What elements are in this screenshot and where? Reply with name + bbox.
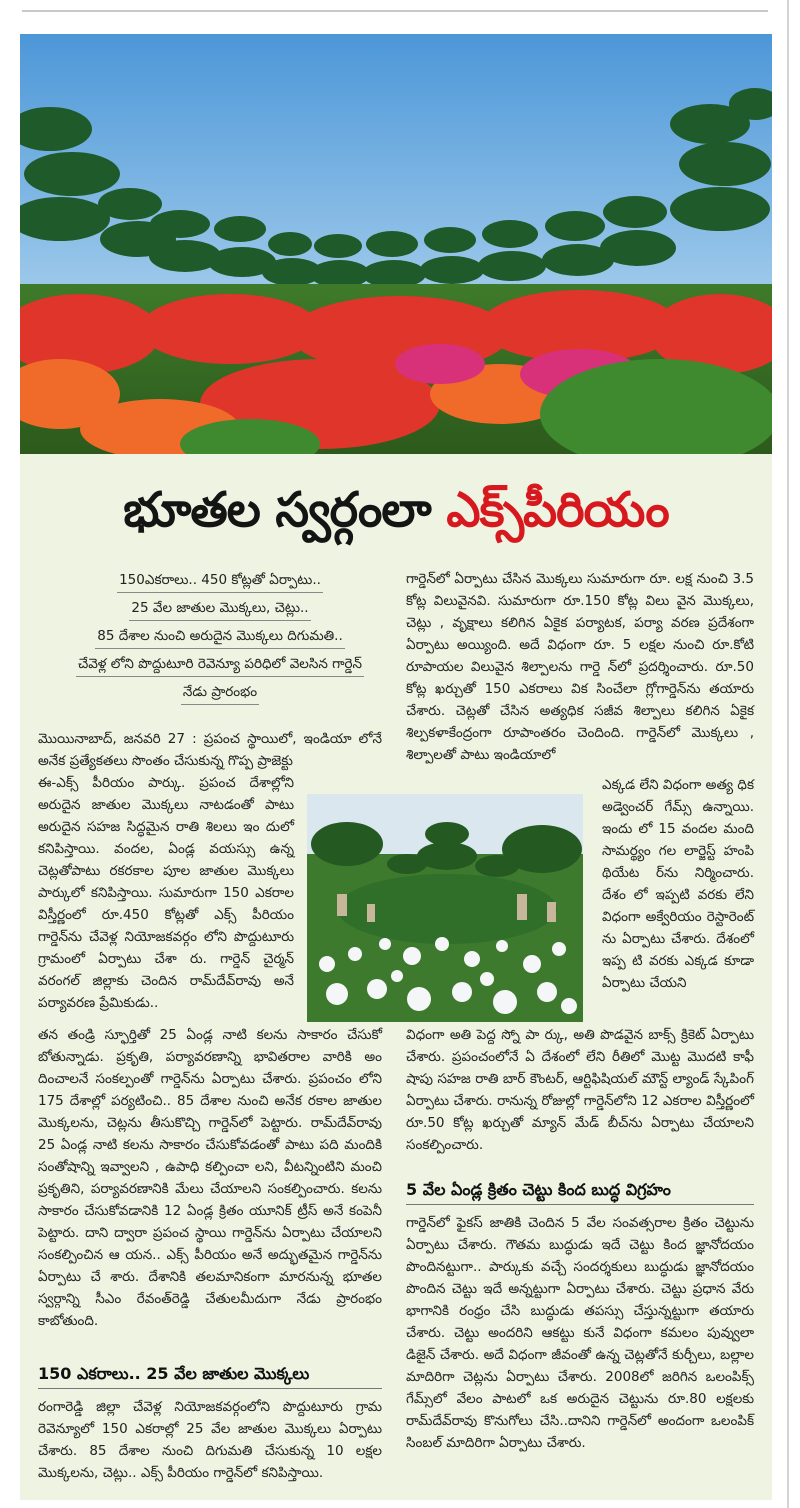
- article-left-final: రంగారెడ్డి జిల్లా చేవెళ్ల నియోజకవర్గంలోని పొద్దుటూరు గ్రామ రెవెన్యూలో 150 ఎకరాల్లో 25 వేల జాతుల మొక్కలు ఏర్పాటు చేశారు. 85 దేశాల నుంచి దిగుమతి చేసుకున్న 10 లక్షల మొక్కలను, చెట్లు.. ఎక్స్ పీరియం గార్డెన్‌లో కనిపిస్తాయి.: [38, 1399, 382, 1481]
- article-right-top: గార్డెన్‌లో ఏర్పాటు చేసిన మొక్కలు సుమారుగా రూ. లక్ష నుంచి 3.5 కోట్ల విలువైనవి. సుమారుగా రూ.150 కోట్ల విలు వైన మొక్కలు, చెట్లు , వృక్షాలు కలిగిన ఏకైక పర్యాటక, పర్యా వరణ ప్రదేశంగా ఏర్పాటు అయ్యింది. అదే విధంగా రూ. 5 లక్షల నుంచి రూ.కోటి రూపాయల విలువైన శిల్పాలను గార్డె న్‌లో ప్రదర్శించారు. రూ.50 కోట్ల ఖర్చుతో 150 ఎకరాలు విక సించేలా గ్లోగార్డెన్‌ను తయారు చేశారు. చెట్లతో చేసిన అత్యధిక సజీవ శిల్పాలు కలిగిన ఏకైక శిల్పకళాకేంద్రంగా రూపాంతరం చెందింది. గార్డెన్‌లో మొక్కలు , శిల్పాలతో పాటు ఇండియాలో: [406, 571, 754, 763]
- headline: [20, 482, 772, 550]
- page-edge: [787, 0, 789, 1508]
- subheading: 150ఎకరాలు.. 450 కోట్లతో ఏర్పాటు..: [40, 572, 400, 593]
- subheading: చేవెళ్ల లోని పొద్దుటూరి రెవెన్యూ పరిధిలో వెలసిన గార్డెన్: [40, 656, 400, 677]
- article-left-main: తన తండ్రి స్ఫూర్తితో 25 ఏండ్ల నాటి కలను సాకారం చేసుకో బోతున్నాడు. ప్రకృతి, పర్యావరణాన్ని భావితరాల వారికి అం దించాలనే సంకల్పంతో గార్డెన్‌ను ఏర్పాటు చేశారు. ప్రపంచం లోని 175 దేశాల్లో పర్యటించి.. 85 దేశాల నుంచి అనేక రకాల జాతుల మొక్కలను, చెట్లను తీసుకొచ్చి గార్డెన్‌లో పెట్టారు. రామ్‌దేవ్‌రావు 25 ఏండ్ల నాటి కలను సాకారం చేసుకోవడంతో పాటు పది మందికి సంతోషాన్ని ఇవ్వాలని , ఉపాధి కల్పించా లని, వీటన్నింటిని మంచి ప్రకృతిని, పర్యావరణానికి మేలు చేయాలని సంకల్పించారు. కలను సాకారం చేసుకోవడానికి 12 ఏండ్ల క్రితం యూనిక్ ట్రీస్ అనే కంపెనీ పెట్టారు. దాని ద్వారా ప్రపంచ స్థాయి గార్డెన్‌ను ఏర్పాటు చేయాలని సంకల్పించిన ఆ యన.. ఎక్స్ పీరియం అనే అద్భుతమైన గార్డెన్‌ను ఏర్పాటు చే శారు. దేశానికి తలమానికంగా మారనున్న భూతల స్వర్గాన్ని సీఎం రేవంత్‌రెడ్డి చేతులమీదుగా నేడు ప్రారంభం కాబోతుంది.: [38, 1027, 382, 1329]
- section-subhead-left: 150 ఎకరాలు.. 25 వేల జాతుల మొక్కలు: [38, 1364, 310, 1383]
- article-intro: మొయినాబాద్, జనవరి 27 : ప్రపంచ స్థాయిలో, ఇండియా లోనే అనేక ప్రత్యేకతలు సొంతం చేసుకున్న గొప్ప ప్రాజెక్టు: [38, 731, 382, 769]
- article-panel: [20, 34, 772, 1500]
- subheading: నేడు ప్రారంభం: [40, 684, 400, 705]
- top-rule: [22, 10, 768, 12]
- subheading: 25 వేల జాతుల మొక్కలు, చెట్లు..: [40, 600, 400, 621]
- subhead-underline: [406, 1204, 754, 1205]
- article-right-mid: విధంగా అతి పెద్ద స్నో పా ర్కు, అతి పొడవైన బాక్స్ క్రికెట్ ఏర్పాటు చేశారు. ప్రపంచంలోనే ఏ దేశంలో లేని రీతిలో మొట్ట మొదటి కాఫీ షాపు సహజ రాతి బార్ కౌంటర్, ఆర్టిఫిషియల్ మౌన్ట్ ల్యాండ్ స్కేపింగ్ ఏర్పాటు చేశారు. రానున్న రోజుల్లో గార్డెన్‌లోని 12 ఎకరాల విస్తీర్ణంలో రూ.50 కోట్ల ఖర్చుతో మ్యాన్ మేడ్ బీచ్‌ను ఏర్పాటు చేయాలని సంకల్పించారు.: [406, 1027, 754, 1153]
- garden-hero-photo: [20, 34, 772, 454]
- garden-inset-photo: [307, 794, 583, 1022]
- article-right-wrap: ఎక్కడ లేని విధంగా అత్య ధిక అడ్వెంచర్ గేమ్స్ ఉన్నాయి. ఇందు లో 15 వందల మంది సామర్థ్యం గల లార్జెస్ట్ హంపి థియేట ర్‌ను నిర్మించారు. దేశం లో ఇప్పటి వరకు లేని విధంగా అక్వేరియం రెస్టారెంట్ ను ఏర్పాటు చేశారు. దేశంలో ఇప్ప టి వరకు ఎక్కడ కూడా ఏర్పాటు చేయని: [602, 777, 754, 991]
- article-right-final: గార్డెన్‌లో ఫైకస్ జాతికి చెందిన 5 వేల సంవత్సరాల క్రితం చెట్టును ఏర్పాటు చేశారు. గౌతమ బుద్ధుడు ఇదే చెట్టు కింద జ్ఞానోదయం పొందినట్టుగా.. పార్కుకు వచ్చే సందర్శకులు బుద్ధుడు జ్ఞానోదయం పొందిన చెట్టు ఇదే అన్నట్టుగా ఏర్పాటు చేశారు. చెట్టు ప్రధాన వేరు భాగానికి రంధ్రం చేసి బుద్ధుడు తపస్సు చేస్తున్నట్టుగా తయారు చేశారు. చెట్టు అందరిని ఆకట్టు కునే విధంగా కమలం పువ్వులా డిజైన్ చేశారు. అదే విధంగా జీవంతో ఉన్న చెట్లతోనే కుర్చీలు, బల్లాల మాదిరిగా చెట్లను ఏర్పాటు చేశారు. 2008లో జరిగిన ఒలంపిక్స్ గేమ్స్‌లో వేలం పాటలో ఒక అరుదైన చెట్టును రూ.80 లక్షలకు రామ్‌దేవ్‌రావు కొనుగోలు చేసి..దానిని గార్డెన్‌లో అందంగా ఒలంపిక్ సింబల్ మాదిరిగా ఏర్పాటు చేశారు.: [406, 1215, 754, 1451]
- subhead-underline: [38, 1388, 382, 1389]
- subheading: 85 దేశాల నుంచి అరుదైన మొక్కలు దిగుమతి..: [40, 628, 400, 649]
- section-subhead-right: 5 వేల ఏండ్ల క్రితం చెట్టు కింద బుద్ధ విగ్రహం: [406, 1180, 671, 1199]
- headline-part-black: భూతల స్వర్గంలా: [123, 482, 447, 538]
- article-left-wrap: ఈ-ఎక్స్‌ పీరియం పార్కు. ప్రపంచ దేశాల్లోని అరుదైన జాతుల మొక్కలు నాటడంతో పాటు అరుదైన సహజ సిద్ధమైన రాతి శిలలు ఇం దులో కనిపిస్తాయి. వందల, ఏండ్ల వయస్సు ఉన్న చెట్లతోపాటు రకరకాల పూల జాతుల మొక్కలు పార్కులో కనిపిస్తాయి. సుమారుగా 150 ఎకరాల విస్తీర్ణంలో రూ.450 కోట్లతో ఎక్స్ పీరియం గార్డెన్‌ను చేవెళ్ల నియోజకవర్గం లోని పొద్దుటూరు గ్రామంలో ఏర్పాటు చేశా రు. గార్డెన్ చైర్మన్ వరంగల్ జిల్లాకు చెందిన రామ్‌దేవ్‌రావు అనే పర్యావరణ ప్రేమికుడు..: [38, 775, 294, 1011]
- headline-part-red: ఎక్స్‌పీరియం: [446, 482, 669, 538]
